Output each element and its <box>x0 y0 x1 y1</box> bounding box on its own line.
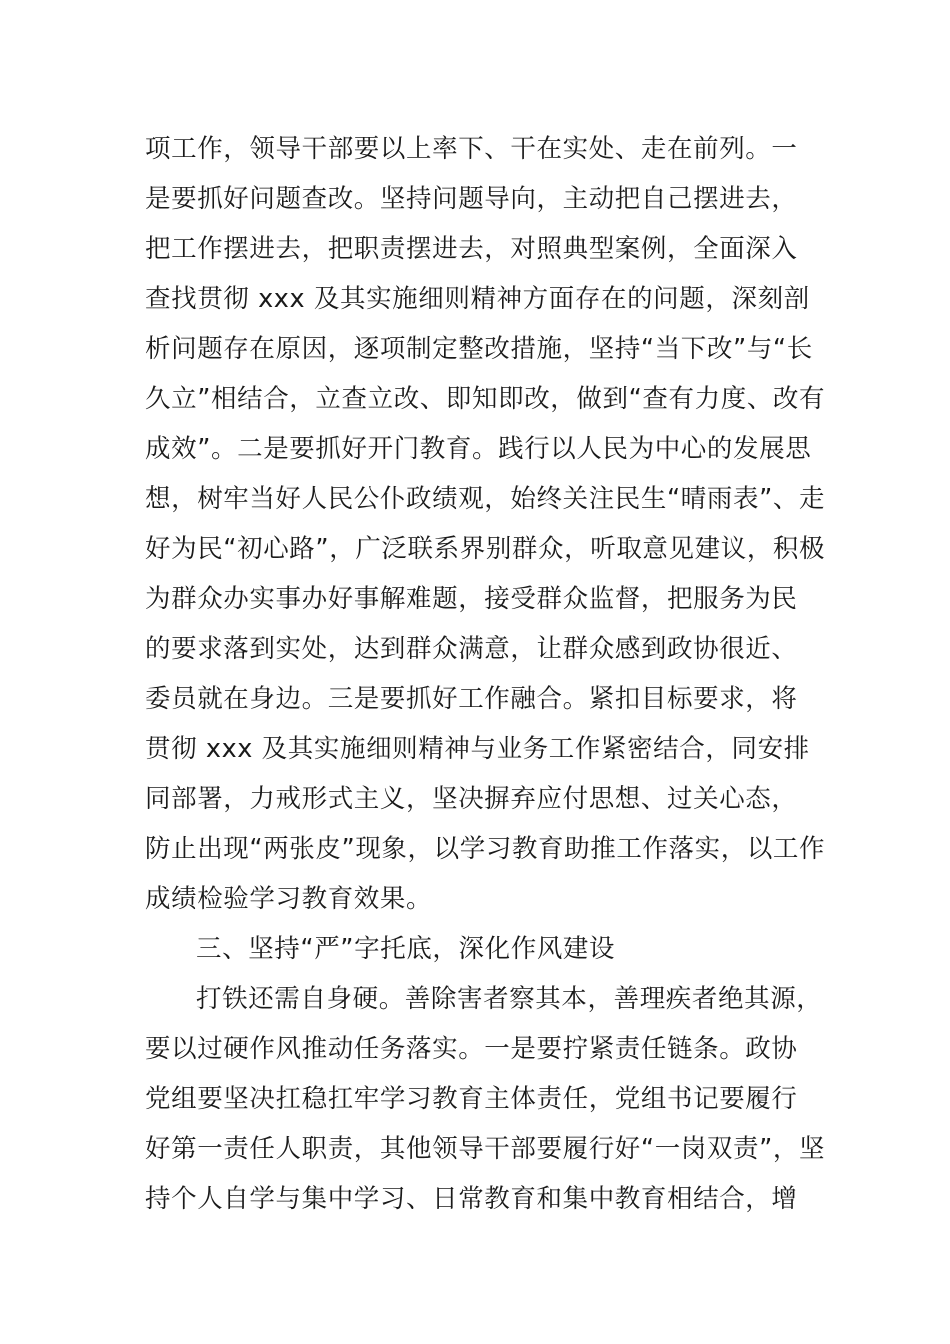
text-line: 委员就在身边。三是要抓好工作融合。紧扣目标要求，将 <box>145 684 798 714</box>
section-heading: 三、坚持“严”字托底，深化作风建设 <box>196 934 616 964</box>
text-line: 析问题存在原因，逐项制定整改措施，坚持“当下改”与“长 <box>145 334 813 364</box>
text-line: 久立”相结合，立查立改、即知即改，做到“查有力度、改有 <box>145 384 826 414</box>
text-line: 为群众办实事办好事解难题，接受群众监督，把服务为民 <box>145 584 798 614</box>
text-line: 防止出现“两张皮”现象，以学习教育助推工作落实，以工作 <box>145 834 826 864</box>
text-line: 是要抓好问题查改。坚持问题导向，主动把自己摆进去， <box>145 184 798 214</box>
text-line: 把工作摆进去，把职责摆进去，对照典型案例，全面深入 <box>145 234 798 264</box>
text-line: 成绩检验学习教育效果。 <box>145 884 433 914</box>
text-line: 好为民“初心路”，广泛联系界别群众，听取意见建议，积极 <box>145 534 826 564</box>
text-line: 党组要坚决扛稳扛牢学习教育主体责任，党组书记要履行 <box>145 1084 798 1114</box>
text-line: 的要求落到实处，达到群众满意，让群众感到政协很近、 <box>145 634 798 664</box>
text-line: 持个人自学与集中学习、日常教育和集中教育相结合，增 <box>145 1184 798 1214</box>
text-line: 贯彻 xxx 及其实施细则精神与业务工作紧密结合，同安排 <box>145 734 810 764</box>
text-line: 好第一责任人职责，其他领导干部要履行好“一岗双责”，坚 <box>145 1134 826 1164</box>
body-text <box>145 124 825 1224</box>
text-line: 要以过硬作风推动任务落实。一是要拧紧责任链条。政协 <box>145 1034 798 1064</box>
text-line: 打铁还需自身硬。善除害者察其本，善理疾者绝其源， <box>196 984 823 1014</box>
text-line: 想，树牢当好人民公仆政绩观，始终关注民生“晴雨表”、走 <box>145 484 826 514</box>
text-line: 项工作，领导干部要以上率下、干在实处、走在前列。一 <box>145 134 798 164</box>
text-line: 成效”。二是要抓好开门教育。践行以人民为中心的发展思 <box>145 434 812 464</box>
text-line: 查找贯彻 xxx 及其实施细则精神方面存在的问题，深刻剖 <box>145 284 810 314</box>
text-line: 同部署，力戒形式主义，坚决摒弃应付思想、过关心态， <box>145 784 798 814</box>
